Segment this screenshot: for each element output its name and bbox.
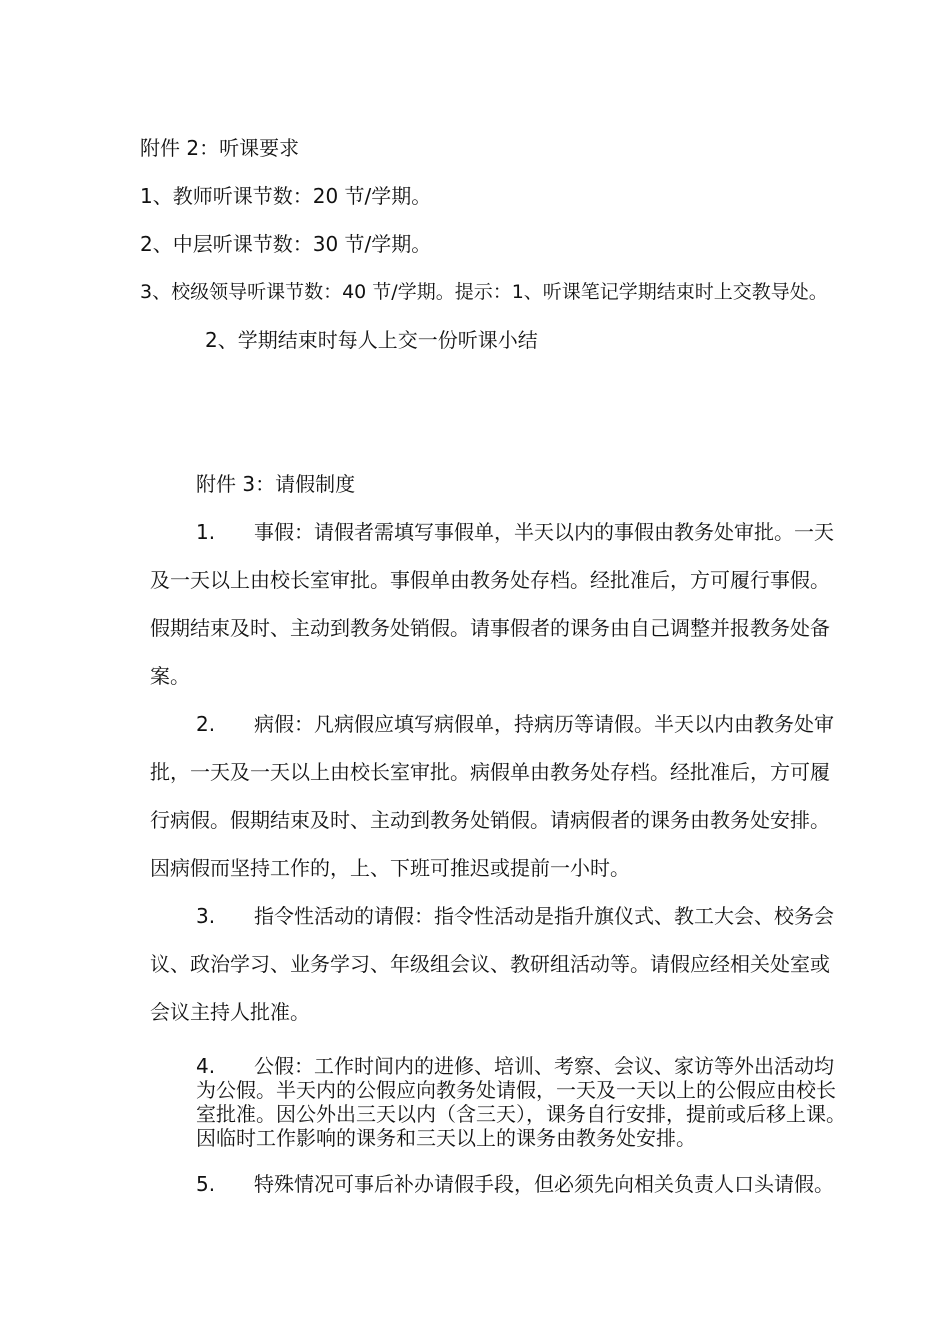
leave-item-1 <box>150 508 834 700</box>
leave-item-2-line: 批，一天及一天以上由校长室审批。病假单由教务处存档。经批准后，方可履 <box>150 760 830 784</box>
leave-item-4-line: 室批准。因公外出三天以内（含三天），课务自行安排，提前或后移上课。 <box>196 1102 846 1126</box>
leave-item-5-line: 特殊情况可事后补办请假手段，但必须先向相关负责人口头请假。 <box>254 1172 834 1196</box>
attachment2-title: 附件 2：听课要求 <box>140 136 300 160</box>
leave-item-1-line: 及一天以上由校长室审批。事假单由教务处存档。经批准后，方可履行事假。 <box>150 568 830 592</box>
attachment2-item-2: 2、中层听课节数：30 节/学期。 <box>140 232 432 256</box>
leave-item-4-line: 公假：工作时间内的进修、培训、考察、会议、家访等外出活动均 <box>254 1054 834 1078</box>
attachment2-item-1: 1、教师听课节数：20 节/学期。 <box>140 184 432 208</box>
leave-item-5-number: 5. <box>196 1172 216 1196</box>
leave-item-2-line: 病假：凡病假应填写病假单，持病历等请假。半天以内由教务处审 <box>254 712 834 736</box>
attachment2-item-3-continued: 2、学期结束时每人上交一份听课小结 <box>205 328 538 352</box>
leave-item-3-line: 会议主持人批准。 <box>150 1000 310 1024</box>
attachment3-title: 附件 3：请假制度 <box>196 472 356 496</box>
leave-item-2-line: 因病假而坚持工作的，上、下班可推迟或提前一小时。 <box>150 856 630 880</box>
leave-item-2-number: 2. <box>196 712 216 736</box>
leave-item-4 <box>196 1054 846 1150</box>
leave-item-4-number: 4. <box>196 1054 216 1078</box>
leave-item-3 <box>150 892 834 1036</box>
attachment2-item-3: 3、校级领导听课节数：40 节/学期。提示：1、听课笔记学期结束时上交教导处。 <box>140 281 828 303</box>
leave-item-1-line: 假期结束及时、主动到教务处销假。请事假者的课务由自己调整并报教务处备 <box>150 616 830 640</box>
leave-item-1-number: 1. <box>196 520 216 544</box>
leave-item-3-line: 议、政治学习、业务学习、年级组会议、教研组活动等。请假应经相关处室或 <box>150 952 830 976</box>
leave-item-1-line: 事假：请假者需填写事假单，半天以内的事假由教务处审批。一天 <box>254 520 834 544</box>
leave-item-3-number: 3. <box>196 904 216 928</box>
leave-item-2-line: 行病假。假期结束及时、主动到教务处销假。请病假者的课务由教务处安排。 <box>150 808 830 832</box>
leave-item-4-line: 为公假。半天内的公假应向教务处请假，一天及一天以上的公假应由校长 <box>196 1078 836 1102</box>
leave-item-3-line: 指令性活动的请假：指令性活动是指升旗仪式、教工大会、校务会 <box>254 904 834 928</box>
leave-item-2 <box>150 700 834 892</box>
leave-item-1-line: 案。 <box>150 664 190 688</box>
leave-item-4-line: 因临时工作影响的课务和三天以上的课务由教务处安排。 <box>196 1126 696 1150</box>
